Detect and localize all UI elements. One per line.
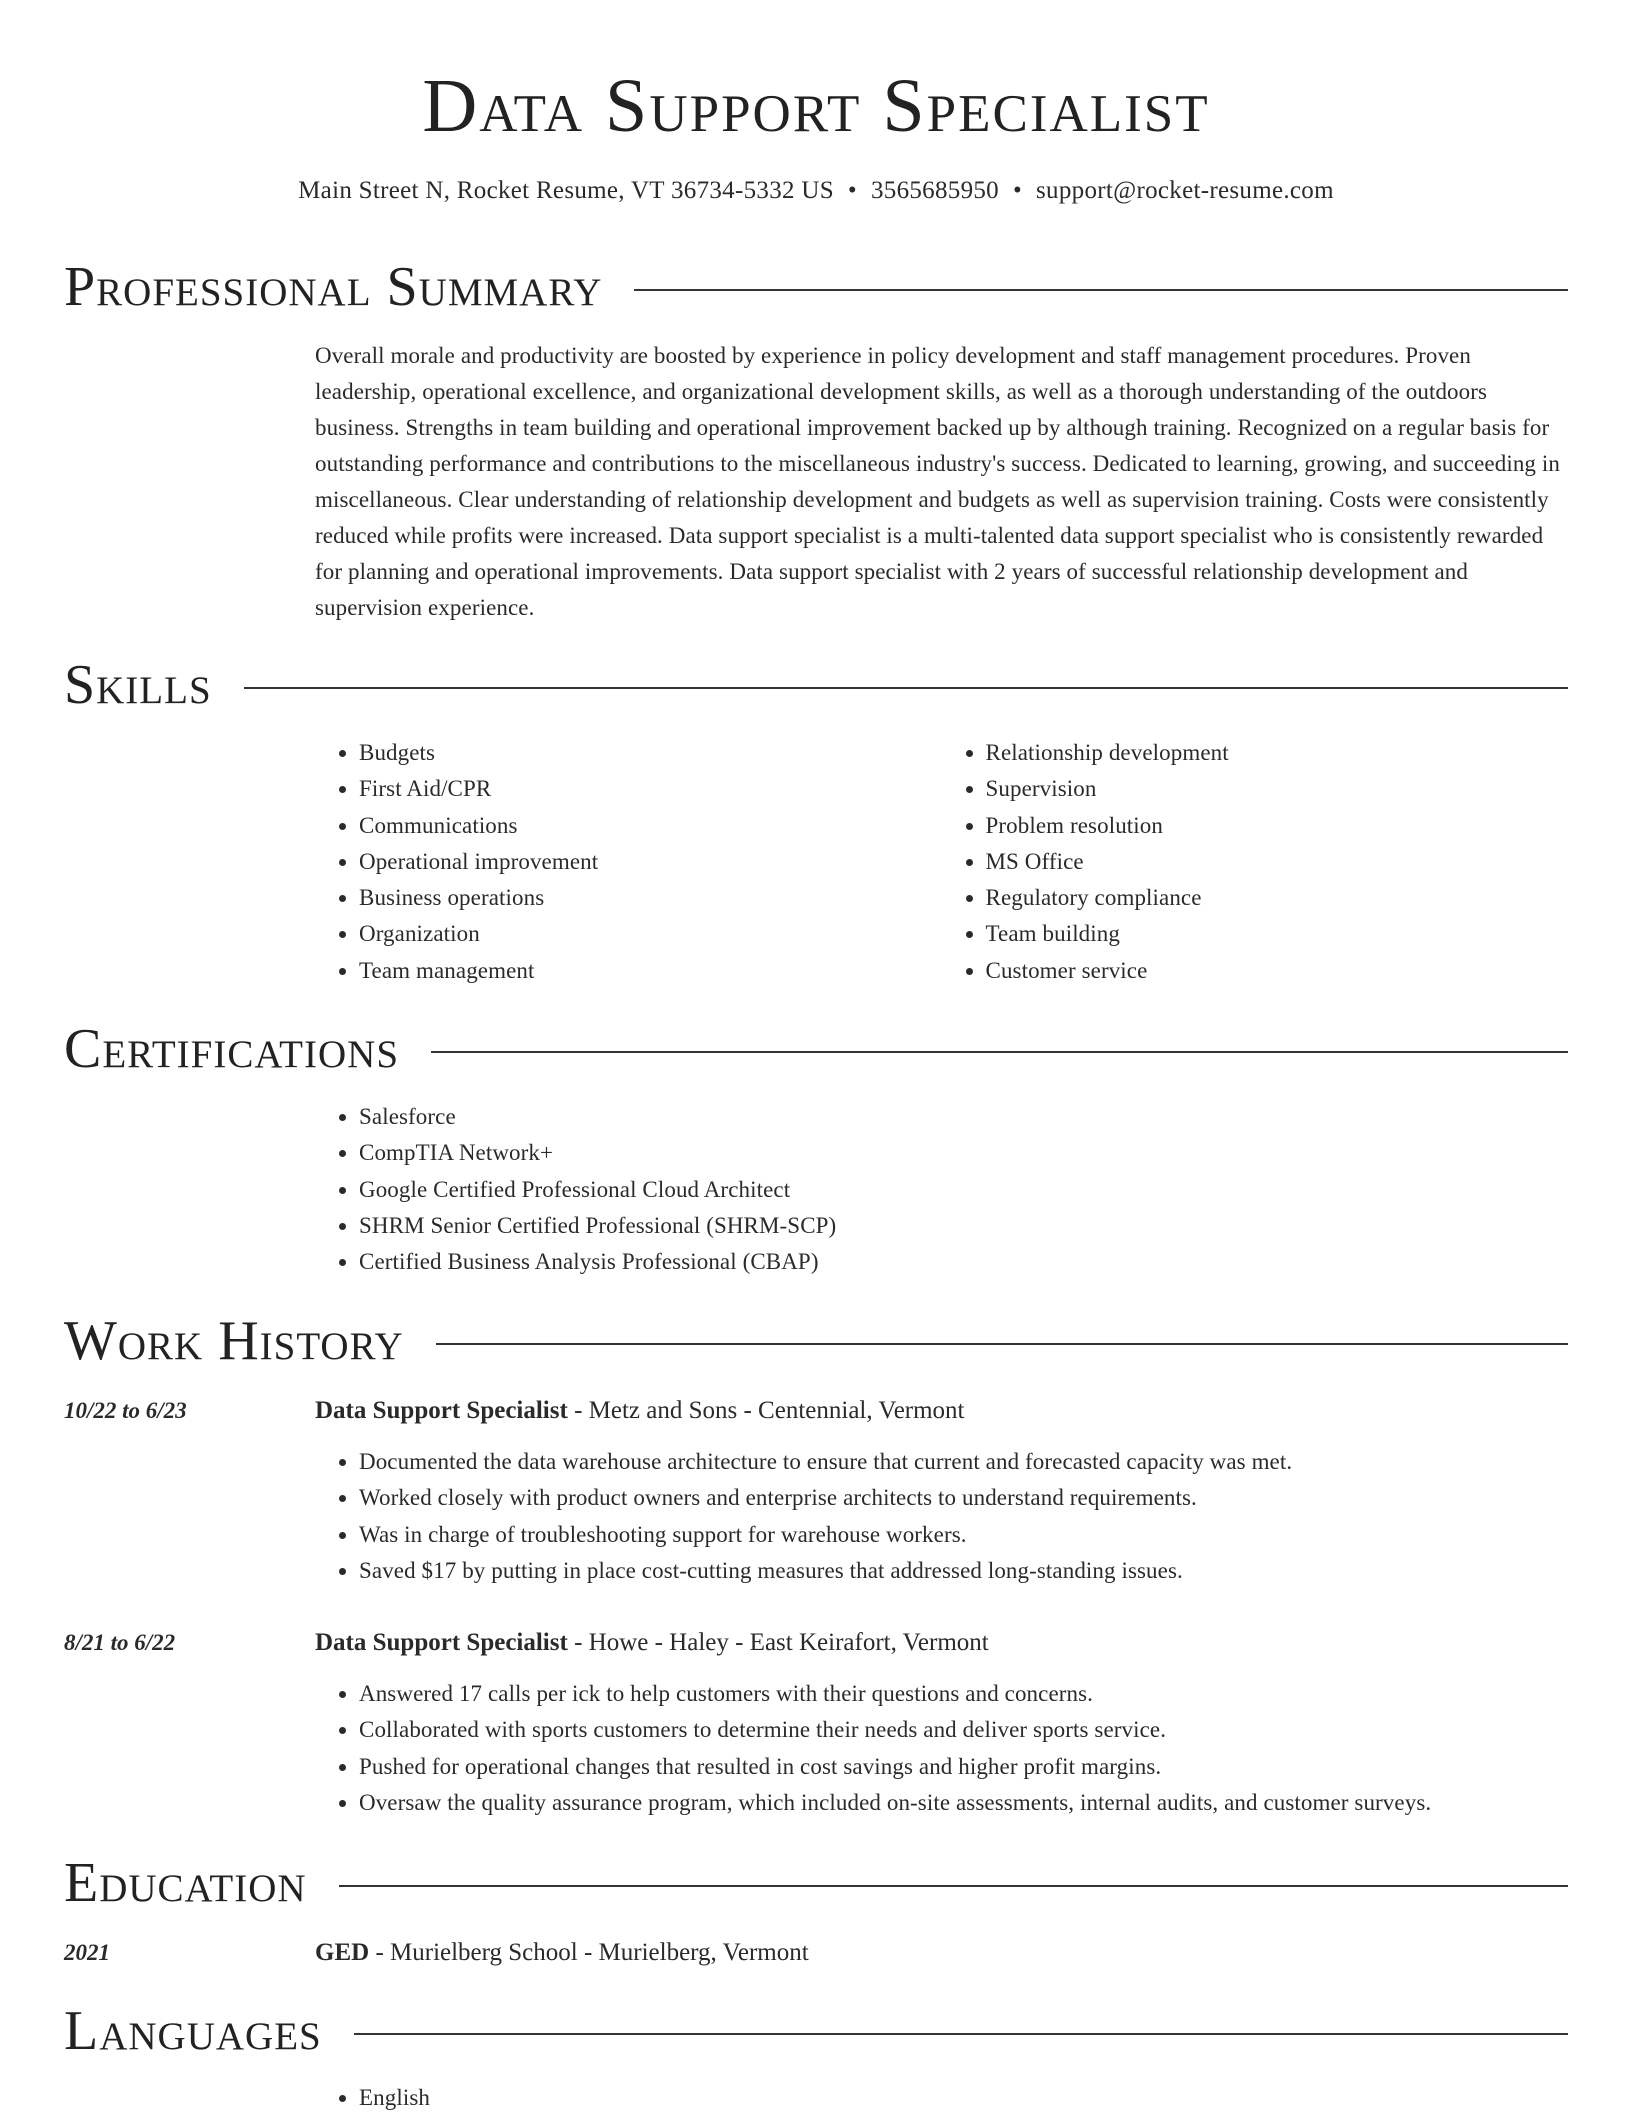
- job-bullets: [315, 1444, 1568, 1589]
- skills-section-heading: [64, 652, 1568, 718]
- section-divider: [634, 289, 1568, 291]
- job-title-line: [315, 1625, 1568, 1661]
- list-item: • Regulatory compliance: [986, 880, 1569, 916]
- section-title: Work History: [64, 1310, 404, 1372]
- section-divider: [431, 1051, 1568, 1053]
- section-divider: [244, 687, 1568, 689]
- list-item: • Supervision: [986, 771, 1569, 807]
- phone: 3565685950: [870, 177, 999, 204]
- separator-dot: •: [847, 177, 857, 204]
- job-dates: 8/21 to 6/22: [64, 1630, 176, 1655]
- job-bullets: [315, 1676, 1568, 1821]
- job-dates: 10/22 to 6/23: [64, 1398, 187, 1423]
- list-item: • Team building: [986, 916, 1569, 952]
- list-item: • Problem resolution: [986, 808, 1569, 844]
- list-item: • Communications: [359, 808, 942, 844]
- job-employer: - Howe - Haley - East Keirafort, Vermont: [567, 1629, 989, 1656]
- list-item: • SHRM Senior Certified Professional (SHRM-SCP): [359, 1208, 1568, 1244]
- job-title: Data Support Specialist: [315, 1629, 568, 1656]
- section-title: Languages: [64, 2000, 322, 2062]
- candidate-name: Data Support Specialist: [422, 64, 1210, 148]
- list-item: • Oversaw the quality assurance program, which included on-site assessments, internal audits, and customer surveys.: [359, 1785, 1568, 1821]
- list-item: • Pushed for operational changes that resulted in cost savings and higher profit margins.: [359, 1749, 1568, 1785]
- list-item: • Organization: [359, 916, 942, 952]
- education-year: 2021: [64, 1940, 110, 1965]
- list-item: • First Aid/CPR: [359, 771, 942, 807]
- summary-text: Overall morale and productivity are boosted by experience in policy development and staff management procedures. Proven leadership, operational excellence, and organizational development skills, as well as a thorough understanding of the outdoors business. Strengths in team building and operational improvement backed up by although training. Recognized on a regular basis for outstanding performance and contributions to the miscellaneous industry's success. Dedicated to learning, growing, and succeeding in miscellaneous. Clear understanding of relationship development and budgets as well as supervision training. Costs were consistently reduced while profits were increased. Data support specialist is a multi-talented data support specialist who is consistently rewarded for planning and operational improvements. Data support specialist with 2 years of successful relationship development and supervision experience.: [315, 343, 1560, 620]
- summary-section-heading: [64, 254, 1568, 320]
- languages-list: [315, 2080, 1568, 2116]
- job-title: Data Support Specialist: [315, 1397, 568, 1424]
- list-item: • Saved $17 by putting in place cost-cutting measures that addressed long-standing issues.: [359, 1553, 1568, 1589]
- section-title: Skills: [64, 654, 212, 716]
- list-item: • Documented the data warehouse architecture to ensure that current and forecasted capacity was met.: [359, 1444, 1568, 1480]
- list-item: • Budgets: [359, 735, 942, 771]
- languages-section-heading: [64, 1998, 1568, 2064]
- list-item: • Certified Business Analysis Professional (CBAP): [359, 1244, 1568, 1280]
- list-item: • MS Office: [986, 844, 1569, 880]
- list-item: • Google Certified Professional Cloud Architect: [359, 1172, 1568, 1208]
- job-title-line: [315, 1393, 1568, 1429]
- skills-column-right: [942, 735, 1569, 989]
- section-title: Professional Summary: [64, 256, 603, 318]
- list-item: • Business operations: [359, 880, 942, 916]
- list-item: • Customer service: [986, 953, 1569, 989]
- certifications-section-heading: [64, 1016, 1568, 1082]
- work-history-section-heading: [64, 1308, 1568, 1374]
- section-title: Education: [64, 1852, 307, 1914]
- skills-list: [315, 735, 1568, 989]
- list-item: • English: [359, 2080, 1568, 2116]
- contact-line: [64, 174, 1568, 208]
- section-title: Certifications: [64, 1018, 400, 1080]
- degree: GED: [315, 1939, 370, 1966]
- school: - Murielberg School - Murielberg, Vermont: [369, 1939, 809, 1966]
- list-item: • Was in charge of troubleshooting support for warehouse workers.: [359, 1517, 1568, 1553]
- education-line: [315, 1935, 1568, 1971]
- separator-dot: •: [1012, 177, 1023, 204]
- section-divider: [339, 1885, 1568, 1887]
- list-item: • Relationship development: [986, 735, 1569, 771]
- list-item: • Team management: [359, 953, 942, 989]
- section-divider: [354, 2033, 1568, 2035]
- list-item: • Answered 17 calls per ick to help customers with their questions and concerns.: [359, 1676, 1568, 1712]
- list-item: • Collaborated with sports customers to determine their needs and deliver sports service.: [359, 1712, 1568, 1748]
- education-section-heading: [64, 1850, 1568, 1916]
- job-employer: - Metz and Sons - Centennial, Vermont: [567, 1397, 965, 1424]
- address: Main Street N, Rocket Resume, VT 36734-5332 US: [298, 177, 834, 204]
- list-item: • CompTIA Network+: [359, 1135, 1568, 1171]
- skills-column-left: [315, 735, 942, 989]
- section-divider: [436, 1343, 1568, 1345]
- list-item: • Salesforce: [359, 1099, 1568, 1135]
- certifications-list: [315, 1099, 1568, 1280]
- email-link[interactable]: support@rocket-resume.com: [1036, 177, 1334, 204]
- list-item: • Worked closely with product owners and enterprise architects to understand requirements.: [359, 1480, 1568, 1516]
- list-item: • Operational improvement: [359, 844, 942, 880]
